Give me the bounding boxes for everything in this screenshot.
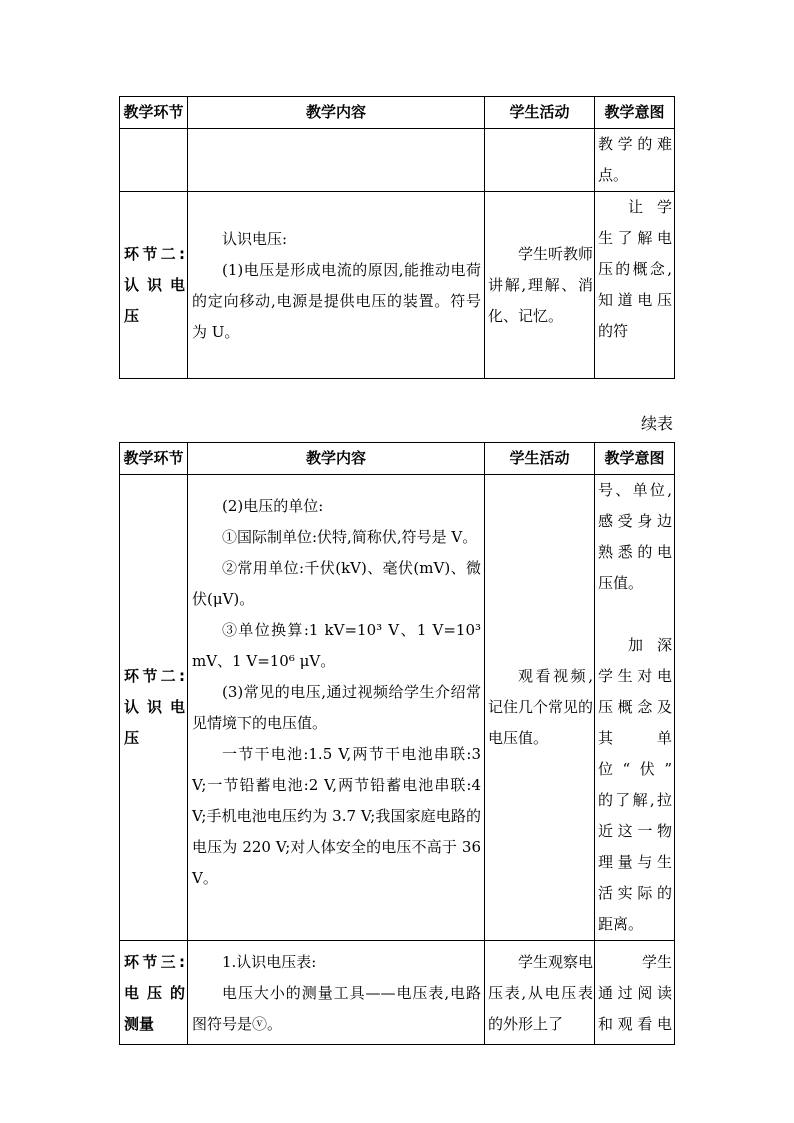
intent-cell xyxy=(595,129,675,192)
activity-cell xyxy=(485,129,595,192)
lesson-table-2 xyxy=(119,442,675,1045)
intent-cell xyxy=(595,941,675,1045)
content-paragraph: 1.认识电压表: xyxy=(222,953,317,971)
table-header-row xyxy=(120,97,675,129)
intent-line: 压概念及 xyxy=(598,698,672,716)
intent-line: 学生 xyxy=(641,953,672,971)
content-paragraph: 电压大小的测量工具——电压表,电路图符号是ⓥ。 xyxy=(192,984,481,1033)
activity-text: 观看视频,记住几个常见的电压值。 xyxy=(488,667,594,747)
intent-line: 熟悉的电 xyxy=(598,543,672,561)
stage-line: 环节二: xyxy=(124,667,185,685)
intent-line: 压值。 xyxy=(598,574,644,592)
activity-cell xyxy=(485,192,595,379)
content-paragraph: (1)电压是形成电流的原因,能推动电荷的定向移动,电源是提供电压的装置。符号为 U。 xyxy=(192,261,481,341)
table-row xyxy=(120,941,675,1045)
stage-cell xyxy=(120,192,188,379)
intent-line: 通过阅读 xyxy=(598,984,672,1002)
intent-line: 知道电压 xyxy=(598,291,672,309)
intent-line: 生了解电 xyxy=(598,229,672,247)
content-cell xyxy=(188,192,485,379)
intent-line: 让 学 xyxy=(628,198,672,216)
intent-line: 距离。 xyxy=(598,915,644,933)
activity-text: 学生观察电压表,从电压表的外形上了 xyxy=(488,953,594,1033)
content-paragraph: ①国际制单位:伏特,简称伏,符号是 V。 xyxy=(222,528,478,546)
intent-line: 压的概念, xyxy=(598,260,672,278)
lesson-table-1 xyxy=(119,96,675,379)
content-paragraph: ③单位换算:1 kV=10³ V、1 V=10³ mV、1 V=10⁶ μV。 xyxy=(192,621,481,670)
intent-line: 其单位“伏” xyxy=(598,729,672,778)
stage-line: 认 识 电 xyxy=(124,698,185,716)
intent-line: 理量与生 xyxy=(598,853,672,871)
stage-cell xyxy=(120,475,188,941)
intent-cell xyxy=(595,475,675,941)
header-content: 教学内容 xyxy=(188,97,485,129)
content-paragraph: 一节干电池:1.5 V,两节干电池串联:3 V;一节铅蓄电池:2 V,两节铅蓄电池串联:4 V;手机电池电压约为 3.7 V;我国家庭电路的电压为 220 V;对人体安全的电压不高于 36 V。 xyxy=(192,745,481,887)
table-row xyxy=(120,129,675,192)
content-paragraph: 认识电压: xyxy=(222,230,288,248)
content-paragraph: (2)电压的单位: xyxy=(222,497,324,515)
table-row xyxy=(120,192,675,379)
header-stage: 教学环节 xyxy=(120,97,188,129)
stage-line: 压 xyxy=(124,729,140,747)
intent-line: 号、单位, xyxy=(598,481,672,499)
stage-line: 压 xyxy=(124,306,140,325)
activity-text: 学生听教师讲解,理解、消化、记忆。 xyxy=(488,244,594,325)
table-row xyxy=(120,475,675,941)
table-header-row xyxy=(120,443,675,475)
header-stage: 教学环节 xyxy=(120,443,188,475)
intent-line: 近这一物 xyxy=(598,822,672,840)
stage-line: 环节二: xyxy=(124,244,185,263)
intent-line: 学生对电 xyxy=(598,667,672,685)
intent-cell xyxy=(595,192,675,379)
header-content: 教学内容 xyxy=(188,443,485,475)
stage-line: 电 压 的 xyxy=(124,984,185,1002)
stage-cell xyxy=(120,941,188,1045)
header-intent: 教学意图 xyxy=(595,443,675,475)
intent-line: 活实际的 xyxy=(598,884,672,902)
activity-cell xyxy=(485,475,595,941)
content-cell xyxy=(188,941,485,1045)
content-cell xyxy=(188,129,485,192)
header-activity: 学生活动 xyxy=(485,97,595,129)
intent-line: 感受身边 xyxy=(598,512,672,530)
intent-line: 的了解,拉 xyxy=(598,791,672,809)
intent-line: 加 深 xyxy=(628,636,672,654)
intent-line: 教学的难 xyxy=(598,135,672,153)
intent-line: 点。 xyxy=(598,166,629,184)
stage-line: 环节三: xyxy=(124,953,185,971)
continued-label: 续表 xyxy=(641,414,674,433)
intent-line: 和观看电 xyxy=(598,1015,672,1033)
header-intent: 教学意图 xyxy=(595,97,675,129)
content-paragraph: (3)常见的电压,通过视频给学生介绍常见情境下的电压值。 xyxy=(192,683,481,732)
intent-line: 的符 xyxy=(598,322,629,340)
stage-cell xyxy=(120,129,188,192)
activity-cell xyxy=(485,941,595,1045)
content-paragraph: ②常用单位:千伏(kV)、毫伏(mV)、微伏(μV)。 xyxy=(192,559,481,608)
stage-line: 认 识 电 xyxy=(124,275,185,294)
header-activity: 学生活动 xyxy=(485,443,595,475)
content-cell xyxy=(188,475,485,941)
stage-line: 测量 xyxy=(124,1015,155,1033)
